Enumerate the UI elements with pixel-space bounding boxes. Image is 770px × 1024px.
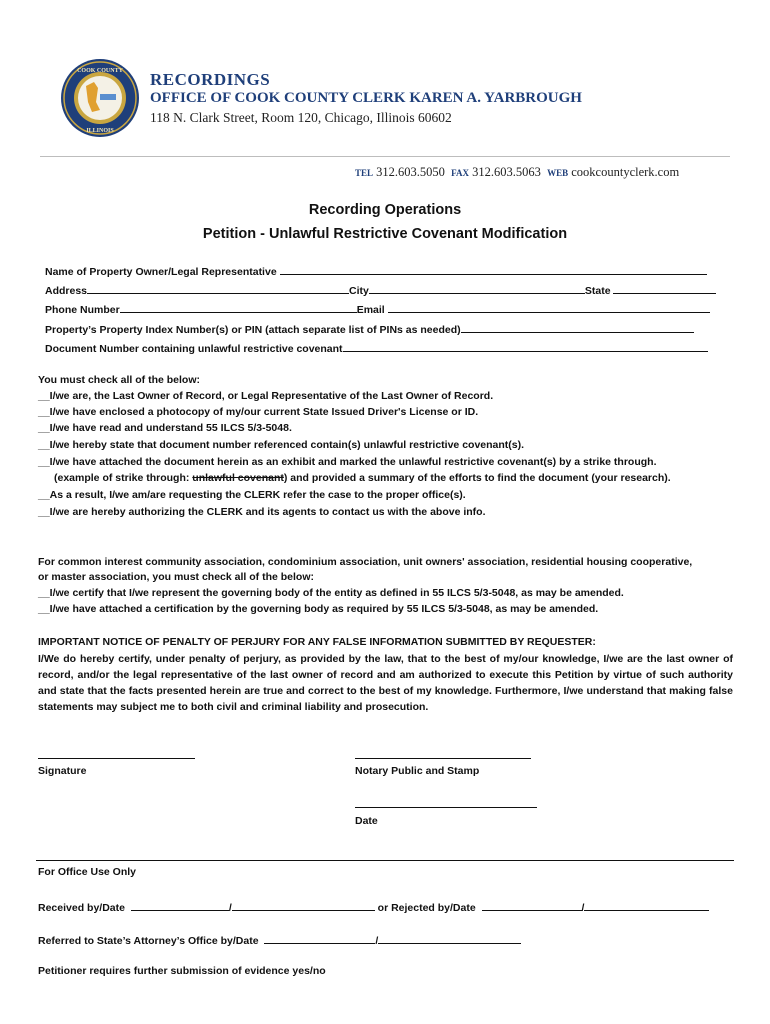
rejected-by-line[interactable]	[482, 900, 582, 911]
association-intro-line1: For common interest community association, condominium association, unit owners' association, residential housing cooperative,	[38, 556, 693, 568]
docnum-field-row	[45, 341, 708, 355]
pin-label: Property’s Property Index Number(s) or PIN (attach separate list of PINs as needed)	[45, 324, 461, 336]
strike-example-line	[54, 472, 671, 484]
state-input-line[interactable]	[613, 283, 716, 294]
received-by-line[interactable]	[131, 900, 229, 911]
office-use-divider	[36, 860, 734, 861]
notary-label: Notary Public and Stamp	[355, 765, 480, 777]
received-date-line[interactable]	[232, 900, 375, 911]
docnum-label: Document Number containing unlawful restrictive covenant	[45, 343, 343, 355]
received-row: Received by/Date / or Rejected by/Date /	[38, 900, 709, 914]
checklist-item[interactable]: __I/we have attached the document herein as an exhibit and marked the unlawful restrictive covenant(s) by a strike through.	[38, 456, 657, 468]
checklist-item[interactable]: __I/we have read and understand 55 ILCS 5/3-5048.	[38, 422, 292, 434]
office-use-heading: For Office Use Only	[38, 866, 137, 878]
owner-input-line[interactable]	[280, 264, 707, 275]
phone-label: Phone Number	[45, 304, 120, 316]
owner-field-row	[45, 264, 707, 278]
state-label: State	[584, 285, 611, 297]
header-divider	[40, 156, 730, 157]
strike-example-post: ) and provided a summary of the efforts to find the document (your research).	[283, 472, 671, 484]
pin-field-row	[45, 322, 694, 336]
address-label: Address	[45, 285, 88, 297]
received-label: Received by/Date	[38, 902, 125, 914]
address-input-line[interactable]	[87, 283, 349, 294]
association-item[interactable]: __I/we certify that I/we represent the governing body of the entity as defined in 55 ILCS 5/3-5048, as may be amended.	[38, 587, 624, 599]
checklist-item[interactable]: __I/we have enclosed a photocopy of my/our current State Issued Driver's License or ID.	[38, 406, 479, 418]
docnum-input-line[interactable]	[343, 341, 708, 352]
checklist-item[interactable]: __I/we are, the Last Owner of Record, or Legal Representative of the Last Owner of Record.	[38, 390, 494, 402]
city-label: City	[349, 285, 369, 297]
checklist-item[interactable]: __I/we hereby state that document number referenced contain(s) unlawful restrictive covenant(s).	[38, 439, 525, 451]
county-seal-icon	[60, 58, 140, 138]
petitioner-evidence-label: Petitioner requires further submission of evidence yes/no	[38, 965, 326, 977]
pin-input-line[interactable]	[461, 322, 694, 333]
referred-label: Referred to State’s Attorney’s Office by/Date	[38, 935, 259, 947]
form-title-line1: Recording Operations	[308, 202, 462, 218]
checklist-item[interactable]: __I/we are hereby authorizing the CLERK and its agents to contact us with the above info.	[38, 506, 486, 518]
web-address: cookcountyclerk.com	[571, 165, 680, 179]
email-label: Email	[356, 304, 385, 316]
signature-line[interactable]	[38, 758, 195, 759]
referred-date-line[interactable]	[378, 933, 521, 944]
fax-label: FAX	[451, 168, 469, 178]
contact-line	[355, 165, 679, 180]
office-address: 118 N. Clark Street, Room 120, Chicago, Illinois 60602	[150, 110, 452, 125]
office-name: OFFICE OF COOK COUNTY CLERK KAREN A. YARBROUGH	[150, 90, 582, 106]
strike-example-pre: (example of strike through:	[54, 472, 193, 484]
dept-title: RECORDINGS	[150, 70, 271, 89]
fax-number: 312.603.5063	[472, 165, 541, 179]
checklist-item[interactable]: __As a result, I/we am/are requesting the CLERK refer the case to the proper office(s).	[38, 489, 466, 501]
phone-field-row	[45, 302, 710, 316]
county-seal	[60, 58, 140, 138]
association-item[interactable]: __I/we have attached a certification by the governing body as required by 55 ILCS 5/3-5048, as may be amended.	[38, 603, 599, 615]
owner-label: Name of Property Owner/Legal Representative	[45, 266, 277, 278]
rejected-date-line[interactable]	[584, 900, 709, 911]
date-line[interactable]	[355, 807, 537, 808]
date-label: Date	[355, 815, 378, 827]
web-label: WEB	[547, 168, 569, 178]
svg-text:COOK COUNTY: COOK COUNTY	[77, 68, 123, 74]
address-field-row	[45, 283, 716, 297]
phone-input-line[interactable]	[120, 302, 357, 313]
svg-text:ILLINOIS: ILLINOIS	[86, 128, 114, 134]
email-input-line[interactable]	[388, 302, 710, 313]
city-input-line[interactable]	[369, 283, 585, 294]
tel-number: 312.603.5050	[376, 165, 445, 179]
referred-by-line[interactable]	[264, 933, 375, 944]
rejected-label: or Rejected by/Date	[377, 902, 476, 914]
perjury-notice-body: I/We do hereby certify, under penalty of perjury, as provided by the law, that to the best of my/our knowledge, I/we are the last owner of record, and/or the legal representative of the last owner of record and am authorized to execute this Petition by virtue of such authority and state that the facts presented herein are true and correct to the best of my knowledge. Furthermore, I/we understand that making false statements may subject me to both civil and criminal liability and prosecution.	[38, 653, 733, 713]
association-intro-line2: or master association, you must check all of the below:	[38, 571, 314, 583]
signature-label: Signature	[38, 765, 87, 777]
form-title-line2: Petition - Unlawful Restrictive Covenant Modification	[202, 226, 568, 242]
perjury-notice-heading: IMPORTANT NOTICE OF PENALTY OF PERJURY FOR ANY FALSE INFORMATION SUBMITTED BY REQUESTER:	[38, 636, 596, 648]
strike-example-text: unlawful covenant	[192, 472, 284, 484]
tel-label: TEL	[355, 168, 374, 178]
notary-line[interactable]	[355, 758, 531, 759]
referred-row: Referred to State’s Attorney’s Office by/Date /	[38, 933, 521, 947]
checklist-heading: You must check all of the below:	[38, 374, 200, 386]
